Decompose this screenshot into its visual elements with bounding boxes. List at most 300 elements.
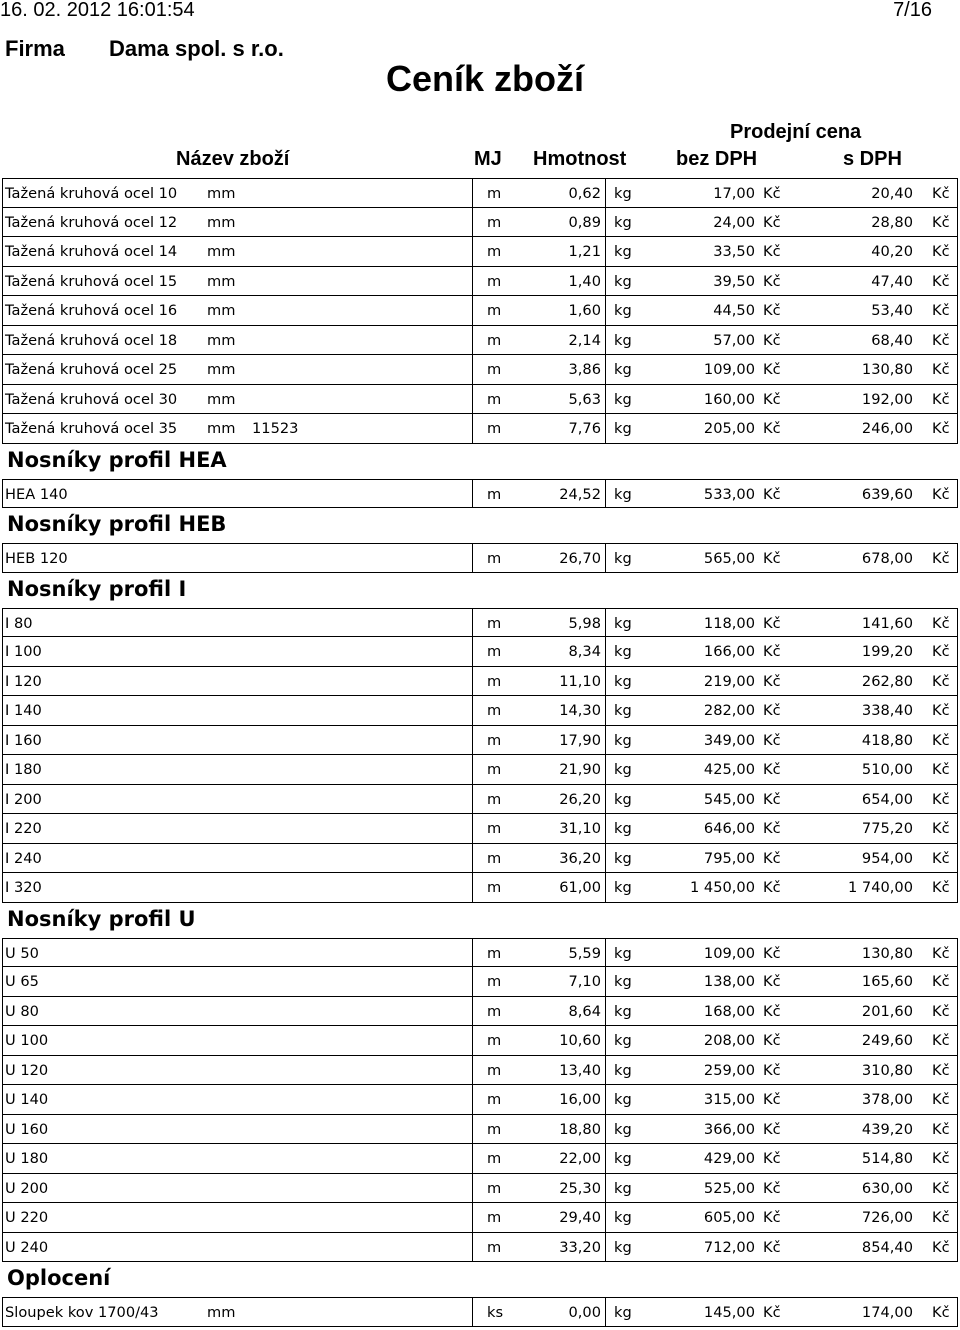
unit-of-measure: m — [487, 944, 502, 962]
weight-unit: kg — [614, 185, 632, 202]
weight-unit: kg — [614, 944, 632, 962]
weight-unit: kg — [614, 849, 632, 867]
firm-label: Firma — [5, 36, 65, 61]
unit-of-measure: m — [487, 272, 502, 290]
column-divider — [605, 326, 606, 355]
weight-value: 21,90 — [559, 761, 601, 778]
weight-value: 1,60 — [568, 302, 601, 319]
column-divider — [472, 355, 473, 384]
unit-of-measure: m — [487, 614, 502, 632]
column-divider — [605, 755, 606, 784]
table-row — [2, 608, 958, 638]
unit-of-measure: m — [487, 1179, 502, 1197]
column-divider — [472, 267, 473, 296]
item-dimension-unit: mm — [207, 213, 236, 231]
currency-with-vat: Kč — [932, 879, 950, 896]
item-name — [5, 791, 42, 808]
currency-no-vat: Kč — [763, 790, 781, 808]
weight-unit: kg — [614, 550, 632, 567]
price-with-vat: 854,40 — [861, 1238, 913, 1256]
item-dimension-unit: mm — [207, 331, 236, 349]
unit-of-measure: m — [487, 643, 502, 660]
table-row — [2, 296, 958, 326]
unit-of-measure: m — [487, 485, 502, 503]
price-with-vat: 378,00 — [861, 1091, 913, 1108]
price-with-vat: 510,00 — [861, 761, 913, 778]
currency-no-vat: Kč — [763, 331, 781, 349]
unit-of-measure: m — [487, 761, 502, 778]
column-divider — [472, 1115, 473, 1144]
item-name — [5, 1180, 48, 1197]
price-with-vat: 201,60 — [861, 1002, 913, 1020]
item-name-text: I 320 — [5, 879, 42, 896]
currency-with-vat: Kč — [932, 1150, 950, 1167]
weight-unit: kg — [614, 973, 632, 990]
column-divider — [605, 997, 606, 1026]
table-row — [2, 696, 958, 726]
item-name-text: Tažená kruhová ocel 15 — [5, 272, 178, 290]
price-no-vat: 57,00 — [713, 331, 755, 349]
column-divider — [472, 1174, 473, 1203]
currency-no-vat: Kč — [763, 643, 781, 660]
price-no-vat: 565,00 — [703, 550, 755, 567]
weight-unit: kg — [614, 1032, 632, 1049]
table-row — [2, 997, 958, 1027]
price-no-vat: 349,00 — [703, 731, 755, 749]
table-row — [2, 1297, 958, 1327]
weight-value: 11,10 — [559, 672, 601, 690]
weight-unit: kg — [614, 1120, 632, 1138]
weight-unit: kg — [614, 302, 632, 319]
firm-name: Dama spol. s r.o. — [109, 36, 284, 61]
price-no-vat: 168,00 — [703, 1002, 755, 1020]
item-name — [5, 1239, 48, 1256]
item-name — [5, 673, 42, 690]
report-top-bar — [0, 0, 960, 22]
section-heading: Nosníky profil HEB — [7, 512, 227, 536]
price-no-vat: 646,00 — [703, 820, 755, 837]
unit-of-measure: m — [487, 790, 502, 808]
weight-value: 33,20 — [559, 1238, 601, 1256]
section-heading: Oplocení — [7, 1266, 111, 1290]
item-name — [5, 1209, 48, 1226]
price-no-vat: 145,00 — [703, 1304, 755, 1321]
unit-of-measure: m — [487, 361, 502, 378]
unit-of-measure: m — [487, 1238, 502, 1256]
price-no-vat: 24,00 — [713, 213, 755, 231]
price-no-vat: 545,00 — [703, 790, 755, 808]
price-with-vat: 514,80 — [861, 1150, 913, 1167]
unit-of-measure: m — [487, 213, 502, 231]
currency-with-vat: Kč — [932, 820, 950, 837]
table-row — [2, 1115, 958, 1145]
price-with-vat: 28,80 — [871, 213, 913, 231]
table-row — [2, 414, 958, 444]
currency-no-vat: Kč — [763, 1179, 781, 1197]
price-with-vat: 40,20 — [871, 243, 913, 260]
weight-unit: kg — [614, 731, 632, 749]
item-name-text: Tažená kruhová ocel 12 — [5, 213, 178, 231]
price-no-vat: 315,00 — [703, 1091, 755, 1108]
price-with-vat: 338,40 — [861, 702, 913, 719]
col-header-price-group: Prodejní cena — [730, 121, 862, 143]
currency-with-vat: Kč — [932, 243, 950, 260]
column-divider — [472, 414, 473, 443]
item-name-text: I 100 — [5, 643, 42, 660]
page-title: Ceník zboží — [385, 58, 585, 99]
unit-of-measure: m — [487, 243, 502, 260]
table-row — [2, 237, 958, 267]
currency-no-vat: Kč — [763, 361, 781, 378]
currency-with-vat: Kč — [932, 550, 950, 567]
price-with-vat: 418,80 — [861, 731, 913, 749]
section-heading: Nosníky profil HEA — [7, 447, 227, 472]
weight-value: 10,60 — [559, 1032, 601, 1049]
item-name-text: Tažená kruhová ocel 14 — [5, 243, 178, 260]
unit-of-measure: ks — [487, 1304, 504, 1321]
price-with-vat: 630,00 — [861, 1179, 913, 1197]
column-divider — [472, 939, 473, 967]
table-row — [2, 844, 958, 874]
table-row — [2, 355, 958, 385]
currency-with-vat: Kč — [932, 643, 950, 660]
column-divider — [472, 1085, 473, 1114]
currency-with-vat: Kč — [932, 672, 950, 690]
table-row — [2, 726, 958, 756]
weight-value: 7,10 — [568, 973, 601, 990]
item-name — [5, 702, 42, 719]
unit-of-measure: m — [487, 1091, 502, 1108]
column-divider — [472, 726, 473, 755]
price-with-vat: 310,80 — [861, 1061, 913, 1079]
item-dimension-unit: mm — [207, 390, 236, 408]
column-divider — [605, 237, 606, 266]
column-divider — [472, 1056, 473, 1085]
item-name-text: U 100 — [5, 1032, 49, 1049]
currency-with-vat: Kč — [932, 614, 950, 632]
price-with-vat: 1 740,00 — [848, 879, 913, 896]
item-name-text: U 180 — [5, 1150, 49, 1167]
unit-of-measure: m — [487, 731, 502, 749]
item-name — [5, 486, 68, 503]
weight-value: 24,52 — [559, 485, 601, 503]
column-divider — [605, 179, 606, 207]
table-row — [2, 814, 958, 844]
price-no-vat: 44,50 — [713, 302, 755, 319]
item-name — [5, 332, 177, 349]
currency-no-vat: Kč — [763, 550, 781, 567]
price-no-vat: 138,00 — [703, 973, 755, 990]
weight-unit: kg — [614, 1002, 632, 1020]
column-divider — [605, 544, 606, 572]
section-heading: Nosníky profil U — [7, 906, 196, 931]
price-no-vat: 429,00 — [703, 1150, 755, 1167]
item-name — [5, 243, 177, 260]
item-name — [5, 391, 177, 408]
section-heading: Nosníky profil I — [7, 576, 187, 601]
column-divider — [605, 1203, 606, 1232]
unit-of-measure: m — [487, 702, 502, 719]
item-name-text: U 120 — [5, 1061, 49, 1079]
weight-value: 0,89 — [568, 213, 601, 231]
currency-with-vat: Kč — [932, 272, 950, 290]
currency-with-vat: Kč — [932, 1002, 950, 1020]
weight-value: 3,86 — [568, 361, 601, 378]
currency-with-vat: Kč — [932, 790, 950, 808]
currency-no-vat: Kč — [763, 420, 781, 437]
column-divider — [472, 637, 473, 666]
unit-of-measure: m — [487, 1120, 502, 1138]
column-divider — [605, 696, 606, 725]
column-divider — [605, 873, 606, 902]
table-row — [2, 785, 958, 815]
column-divider — [605, 1026, 606, 1055]
table-row — [2, 543, 958, 573]
item-name — [5, 643, 42, 660]
currency-no-vat: Kč — [763, 761, 781, 778]
column-divider — [472, 967, 473, 996]
unit-of-measure: m — [487, 331, 502, 349]
item-name — [5, 185, 177, 202]
price-with-vat: 639,60 — [861, 485, 913, 503]
price-with-vat: 199,20 — [861, 643, 913, 660]
price-with-vat: 726,00 — [861, 1209, 913, 1226]
price-with-vat: 68,40 — [871, 331, 913, 349]
currency-with-vat: Kč — [932, 185, 950, 202]
item-name — [5, 1091, 48, 1108]
price-no-vat: 205,00 — [703, 420, 755, 437]
weight-value: 8,64 — [568, 1002, 601, 1020]
weight-value: 31,10 — [559, 820, 601, 837]
item-dimension-unit: mm — [207, 272, 236, 290]
column-divider — [605, 1056, 606, 1085]
price-no-vat: 17,00 — [713, 185, 755, 202]
table-row — [2, 1203, 958, 1233]
item-name-text: Tažená kruhová ocel 30 — [5, 390, 178, 408]
currency-with-vat: Kč — [932, 973, 950, 990]
price-with-vat: 165,60 — [861, 973, 913, 990]
weight-value: 13,40 — [559, 1061, 601, 1079]
item-name — [5, 820, 42, 837]
weight-unit: kg — [614, 879, 632, 896]
weight-value: 14,30 — [559, 702, 601, 719]
price-with-vat: 775,20 — [861, 820, 913, 837]
weight-value: 8,34 — [568, 643, 601, 660]
item-name-text: I 200 — [5, 790, 42, 808]
item-name — [5, 1121, 48, 1138]
column-divider — [605, 609, 606, 637]
item-name-text: Tažená kruhová ocel 35 — [5, 420, 178, 437]
currency-no-vat: Kč — [763, 213, 781, 231]
column-divider — [605, 1115, 606, 1144]
currency-with-vat: Kč — [932, 213, 950, 231]
column-divider — [472, 814, 473, 843]
price-with-vat: 654,00 — [861, 790, 913, 808]
weight-unit: kg — [614, 420, 632, 437]
item-dimension-unit: mm — [207, 361, 236, 378]
column-divider — [472, 1233, 473, 1262]
col-header-price-vat: s DPH — [843, 148, 902, 170]
column-divider — [605, 355, 606, 384]
column-divider — [605, 267, 606, 296]
currency-no-vat: Kč — [763, 731, 781, 749]
price-no-vat: 282,00 — [703, 702, 755, 719]
column-divider — [472, 179, 473, 207]
price-with-vat: 262,80 — [861, 672, 913, 690]
item-name-text: Sloupek kov 1700/43 — [5, 1304, 159, 1321]
column-divider — [472, 208, 473, 237]
price-no-vat: 208,00 — [703, 1032, 755, 1049]
item-name-text: Tažená kruhová ocel 16 — [5, 302, 178, 319]
unit-of-measure: m — [487, 672, 502, 690]
price-with-vat: 249,60 — [861, 1032, 913, 1049]
item-name-text: U 200 — [5, 1179, 49, 1197]
weight-unit: kg — [614, 820, 632, 837]
item-name-text: I 180 — [5, 761, 42, 778]
item-name-text: I 80 — [5, 614, 33, 632]
item-name-text: I 240 — [5, 849, 42, 867]
weight-value: 0,62 — [568, 185, 601, 202]
item-name — [5, 945, 39, 962]
weight-value: 5,98 — [568, 614, 601, 632]
table-row — [2, 208, 958, 238]
weight-value: 18,80 — [559, 1120, 601, 1138]
column-divider — [472, 326, 473, 355]
weight-unit: kg — [614, 643, 632, 660]
item-dimension-unit: mm — [207, 302, 236, 319]
item-name — [5, 1150, 48, 1167]
weight-unit: kg — [614, 331, 632, 349]
currency-with-vat: Kč — [932, 1120, 950, 1138]
price-no-vat: 166,00 — [703, 643, 755, 660]
currency-with-vat: Kč — [932, 1238, 950, 1256]
item-dimension-unit: mm — [207, 420, 236, 437]
weight-unit: kg — [614, 1304, 632, 1321]
item-name-text: I 220 — [5, 820, 42, 837]
currency-no-vat: Kč — [763, 973, 781, 990]
item-dimension-unit: mm — [207, 1304, 236, 1321]
column-divider — [605, 844, 606, 873]
price-with-vat: 954,00 — [861, 849, 913, 867]
item-name-text: U 240 — [5, 1238, 49, 1256]
column-divider — [605, 296, 606, 325]
table-row — [2, 1026, 958, 1056]
price-no-vat: 425,00 — [703, 761, 755, 778]
currency-with-vat: Kč — [932, 702, 950, 719]
weight-unit: kg — [614, 1150, 632, 1167]
item-name — [5, 732, 42, 749]
price-no-vat: 533,00 — [703, 485, 755, 503]
currency-no-vat: Kč — [763, 1002, 781, 1020]
column-divider — [472, 844, 473, 873]
column-divider — [472, 667, 473, 696]
currency-no-vat: Kč — [763, 185, 781, 202]
price-with-vat: 53,40 — [871, 302, 913, 319]
item-name-text: I 120 — [5, 672, 42, 690]
weight-unit: kg — [614, 1238, 632, 1256]
price-with-vat: 246,00 — [861, 420, 913, 437]
currency-no-vat: Kč — [763, 672, 781, 690]
currency-no-vat: Kč — [763, 849, 781, 867]
item-name-text: U 160 — [5, 1120, 49, 1138]
column-divider — [605, 1085, 606, 1114]
column-divider — [605, 480, 606, 508]
col-header-name: Název zboží — [176, 148, 290, 170]
weight-unit: kg — [614, 761, 632, 778]
item-name — [5, 361, 177, 378]
weight-value: 1,40 — [568, 272, 601, 290]
weight-unit: kg — [614, 1209, 632, 1226]
weight-value: 5,59 — [568, 944, 601, 962]
column-divider — [605, 1298, 606, 1326]
column-divider — [472, 544, 473, 572]
column-divider — [605, 208, 606, 237]
currency-no-vat: Kč — [763, 1150, 781, 1167]
weight-value: 26,70 — [559, 550, 601, 567]
unit-of-measure: m — [487, 1150, 502, 1167]
currency-with-vat: Kč — [932, 1091, 950, 1108]
price-with-vat: 130,80 — [861, 361, 913, 378]
table-row — [2, 637, 958, 667]
column-divider — [605, 967, 606, 996]
column-divider — [605, 667, 606, 696]
column-divider — [472, 385, 473, 414]
item-name — [5, 302, 177, 319]
item-name-text: HEA 140 — [5, 485, 68, 503]
weight-value: 36,20 — [559, 849, 601, 867]
item-name — [5, 973, 39, 990]
table-row — [2, 267, 958, 297]
item-name — [5, 1062, 48, 1079]
price-no-vat: 109,00 — [703, 361, 755, 378]
price-no-vat: 366,00 — [703, 1120, 755, 1138]
currency-no-vat: Kč — [763, 390, 781, 408]
column-divider — [472, 1026, 473, 1055]
weight-value: 61,00 — [559, 879, 601, 896]
currency-with-vat: Kč — [932, 849, 950, 867]
item-name-text: U 220 — [5, 1209, 49, 1226]
item-name — [5, 850, 42, 867]
price-no-vat: 33,50 — [713, 243, 755, 260]
table-row — [2, 938, 958, 968]
currency-no-vat: Kč — [763, 1209, 781, 1226]
item-name — [5, 1003, 39, 1020]
column-divider — [472, 873, 473, 902]
unit-of-measure: m — [487, 390, 502, 408]
price-no-vat: 259,00 — [703, 1061, 755, 1079]
unit-of-measure: m — [487, 1032, 502, 1049]
item-name-text: U 80 — [5, 1002, 39, 1020]
currency-no-vat: Kč — [763, 1032, 781, 1049]
weight-unit: kg — [614, 790, 632, 808]
column-divider — [472, 1298, 473, 1326]
weight-value: 16,00 — [559, 1091, 601, 1108]
table-row — [2, 1144, 958, 1174]
print-timestamp: 16. 02. 2012 16:01:54 — [0, 0, 195, 21]
currency-with-vat: Kč — [932, 302, 950, 319]
weight-unit: kg — [614, 1179, 632, 1197]
item-name — [5, 1304, 159, 1321]
weight-unit: kg — [614, 361, 632, 378]
table-row — [2, 385, 958, 415]
item-name-text: HEB 120 — [5, 550, 68, 567]
item-name — [5, 879, 42, 896]
column-divider — [605, 939, 606, 967]
currency-no-vat: Kč — [763, 1120, 781, 1138]
price-no-vat: 219,00 — [703, 672, 755, 690]
item-name — [5, 550, 68, 567]
item-extra-code: 11523 — [252, 420, 299, 437]
